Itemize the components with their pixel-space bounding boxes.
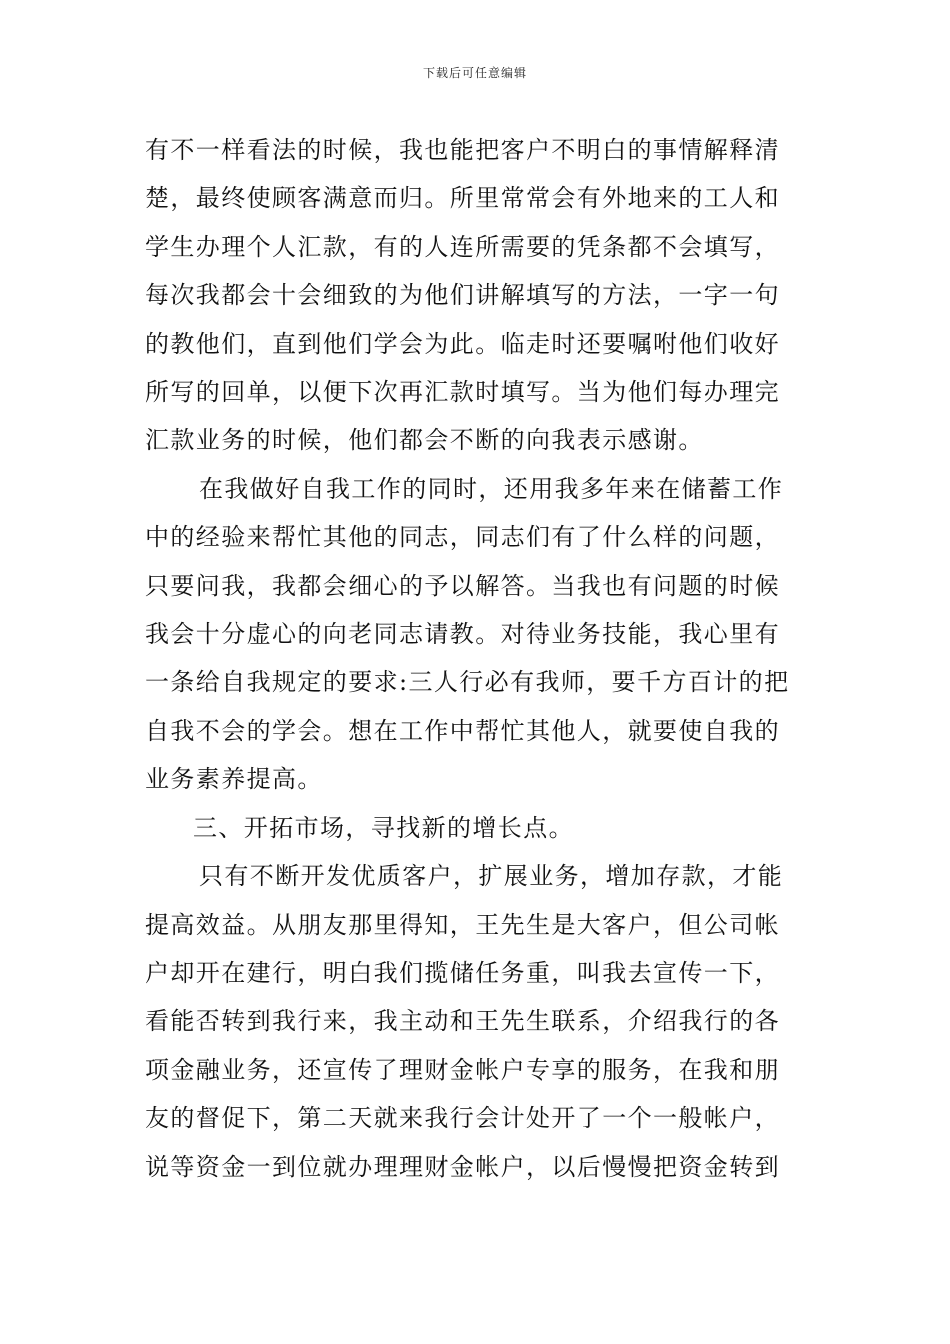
text-line: 我会十分虚心的向老同志请教。对待业务技能，我心里有 xyxy=(145,620,780,649)
paragraph-start-line: 在我做好自我工作的同时，还用我多年来在储蓄工作 xyxy=(199,474,784,503)
text-line: 说等资金一到位就办理理财金帐户，以后慢慢把资金转到 xyxy=(145,1152,780,1181)
paragraph-start-line: 只有不断开发优质客户，扩展业务，增加存款，才能 xyxy=(199,862,784,891)
text-line: 提高效益。从朋友那里得知，王先生是大客户，但公司帐 xyxy=(145,910,780,939)
text-line: 业务素养提高。 xyxy=(145,765,323,794)
page-header: 下载后可任意编辑 xyxy=(422,66,527,80)
text-line: 中的经验来帮忙其他的同志，同志们有了什么样的问题， xyxy=(145,523,780,552)
text-line: 一条给自我规定的要求:三人行必有我师，要千方百计的把 xyxy=(145,668,790,697)
text-line: 汇款业务的时候，他们都会不断的向我表示感谢。 xyxy=(145,426,704,455)
text-line: 每次我都会十会细致的为他们讲解填写的方法，一字一句 xyxy=(145,281,780,310)
text-line: 户却开在建行，明白我们揽储任务重，叫我去宣传一下， xyxy=(145,958,780,987)
text-line: 只要问我，我都会细心的予以解答。当我也有问题的时候 xyxy=(145,571,780,600)
text-line: 有不一样看法的时候，我也能把客户不明白的事情解释清 xyxy=(145,136,780,164)
text-line: 项金融业务，还宣传了理财金帐户专享的服务，在我和朋 xyxy=(145,1055,780,1084)
text-line: 学生办理个人汇款，有的人连所需要的凭条都不会填写， xyxy=(145,232,780,261)
text-line: 楚，最终使顾客满意而归。所里常常会有外地来的工人和 xyxy=(145,184,780,213)
text-line: 看能否转到我行来，我主动和王先生联系，介绍我行的各 xyxy=(145,1007,780,1036)
section-heading: 三、开拓市场，寻找新的增长点。 xyxy=(193,813,574,842)
text-line: 的教他们，直到他们学会为此。临走时还要嘱咐他们收好 xyxy=(145,329,780,358)
text-line: 自我不会的学会。想在工作中帮忙其他人，就要使自我的 xyxy=(145,716,780,745)
text-line: 友的督促下，第二天就来我行会计处开了一个一般帐户， xyxy=(145,1104,780,1133)
text-line: 所写的回单，以便下次再汇款时填写。当为他们每办理完 xyxy=(145,378,780,407)
body-text xyxy=(145,126,807,1191)
